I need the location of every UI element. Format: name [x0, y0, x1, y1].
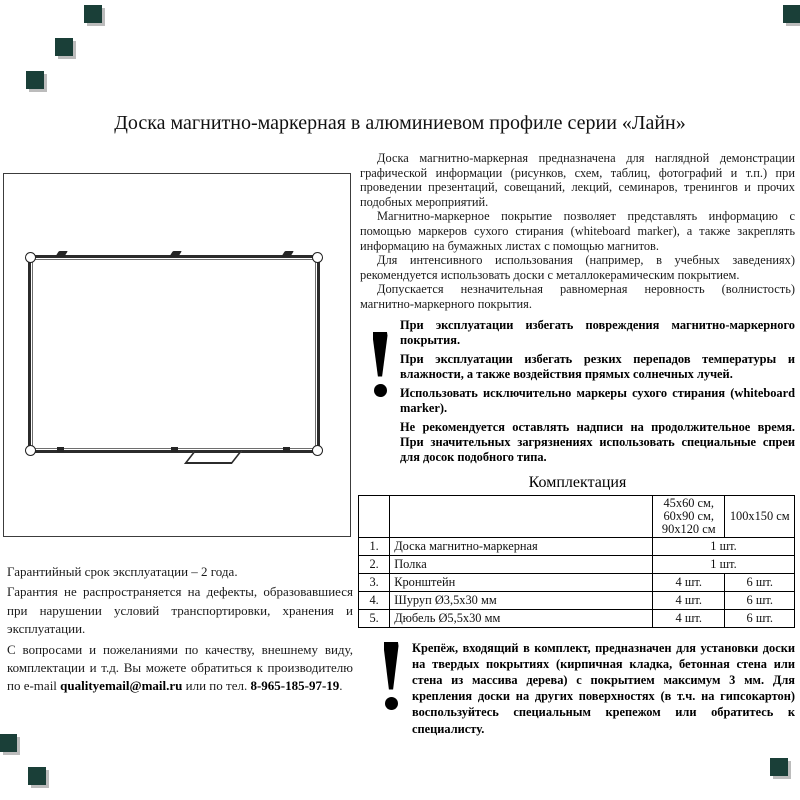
- mounting-note-text: Крепёж, входящий в комплект, предназначен для установки доски на твердых покрытиях (кирпичная кладка, бетонная стена или стена из массива дерева) с покрытием максимум 3 мм. Для крепления доски на других поверхностях (в т.ч. на гипсокартон) воспользуйтесь специальным крепежом или обратитесь к специалисту.: [412, 640, 795, 736]
- pen-tray: [184, 451, 242, 464]
- corner-mark: [26, 71, 44, 89]
- description-column: [360, 151, 795, 737]
- corner-mark: [84, 5, 102, 23]
- table-row: [359, 555, 795, 573]
- size-line: 45x60 см,: [663, 495, 714, 510]
- intro-paragraph: Допускается незначительная равномерная неровность (волнистость) магнитно-маркерного покрытия.: [360, 282, 795, 311]
- size-line: 90x120 см: [661, 521, 716, 536]
- corner-mark: [28, 767, 46, 785]
- warning-item: Не рекомендуется оставлять надписи на продолжительное время. При значительных загрязнениях использовать специальные спреи для досок подобного типа.: [400, 419, 795, 464]
- exclamation-bar: [373, 332, 388, 377]
- item-qty-small: 4 шт.: [653, 591, 725, 609]
- corner-cap-icon: [25, 445, 36, 456]
- contact-text: или по тел.: [182, 678, 251, 694]
- row-number: 2.: [359, 555, 390, 573]
- exclamation-bar: [384, 642, 399, 690]
- kit-heading: Комплектация: [528, 473, 627, 491]
- page-title: Доска магнитно-маркерная в алюминиевом профиле серии «Лайн»: [114, 112, 686, 134]
- intro-paragraph: Для интенсивного использования (например, в учебных заведениях) рекомендуется использовать доски с металлокерамическим покрытием.: [360, 253, 795, 282]
- item-name: Дюбель Ø5,5x30 мм: [390, 609, 653, 627]
- header-cell-large-size: 100x150 см: [725, 495, 795, 537]
- mounting-clip-icon: [169, 251, 182, 257]
- row-number: 5.: [359, 609, 390, 627]
- row-number: 1.: [359, 537, 390, 555]
- row-number: 3.: [359, 573, 390, 591]
- warranty-contact: [7, 641, 353, 696]
- exclamation-icon: [360, 318, 400, 469]
- board-inner-frame: [32, 259, 316, 449]
- intro-paragraph: Доска магнитно-маркерная предназначена для наглядной демонстрации графической информации (рисунков, схем, таблиц, фотографий и т.п.) при проведении презентаций, совещаний, лекций, семинаров, тренингов и прочих подобных мероприятий.: [360, 151, 795, 209]
- table-row: [359, 537, 795, 555]
- corner-mark: [770, 758, 788, 776]
- board-illustration-box: [3, 173, 351, 537]
- item-name: Полка: [390, 555, 653, 573]
- warranty-section: [7, 563, 353, 698]
- contact-text: .: [339, 678, 343, 694]
- warning-list: [400, 318, 795, 469]
- item-qty: 1 шт.: [653, 537, 795, 555]
- item-qty: 1 шт.: [653, 555, 795, 573]
- item-name: Шуруп Ø3,5x30 мм: [390, 591, 653, 609]
- mounting-clip-icon: [281, 251, 294, 257]
- warning-item: При эксплуатации избегать повреждения магнитно-маркерного покрытия.: [400, 317, 795, 347]
- exclamation-dot: [374, 384, 387, 397]
- corner-cap-icon: [312, 252, 323, 263]
- header-cell-empty: [359, 495, 390, 537]
- table-row: [359, 609, 795, 627]
- header-cell-empty: [390, 495, 653, 537]
- corner-mark: [783, 5, 800, 23]
- mounting-note: [360, 640, 795, 737]
- warranty-disclaimer: Гарантия не распространяется на дефекты, образовавшиеся при нарушении условий транспортировки, хранения и эксплуатации.: [7, 584, 353, 637]
- header-cell-small-sizes: [653, 495, 725, 537]
- bottom-bracket-icon: [57, 447, 64, 452]
- kit-table-header-row: [359, 495, 795, 537]
- item-qty-large: 6 шт.: [725, 573, 795, 591]
- kit-table: [358, 495, 795, 628]
- corner-cap-icon: [25, 252, 36, 263]
- table-row: [359, 573, 795, 591]
- mounting-clip-icon: [55, 251, 68, 257]
- size-line: 60x90 см,: [663, 508, 714, 523]
- warranty-term: Гарантийный срок эксплуатации – 2 года.: [7, 564, 238, 579]
- warning-item: При эксплуатации избегать резких перепадов температуры и влажности, а также воздействия прямых солнечных лучей.: [400, 351, 795, 381]
- item-qty-large: 6 шт.: [725, 591, 795, 609]
- item-name: Кронштейн: [390, 573, 653, 591]
- exclamation-icon: [360, 640, 412, 737]
- item-qty-small: 4 шт.: [653, 609, 725, 627]
- contact-phone: 8-965-185-97-19: [250, 678, 340, 694]
- contact-email: qualityemail@mail.ru: [60, 678, 183, 694]
- exclamation-dot: [385, 697, 398, 710]
- usage-warnings: [360, 318, 795, 469]
- warning-item: Использовать исключительно маркеры сухого стирания (whiteboard marker).: [400, 385, 795, 415]
- bottom-bracket-icon: [171, 447, 178, 452]
- item-qty-small: 4 шт.: [653, 573, 725, 591]
- table-row: [359, 591, 795, 609]
- corner-mark: [0, 734, 17, 752]
- item-qty-large: 6 шт.: [725, 609, 795, 627]
- item-name: Доска магнитно-маркерная: [390, 537, 653, 555]
- corner-cap-icon: [312, 445, 323, 456]
- row-number: 4.: [359, 591, 390, 609]
- contact-text: С вопросами и пожеланиями по качеству, внешнему виду, комплектации и т.д. Вы можете обратиться к производителю по e-mail: [7, 641, 353, 694]
- intro-paragraph: Магнитно-маркерное покрытие позволяет представлять информацию с помощью маркеров сухого стирания (whiteboard marker), а также закреплять информацию на бумажных листах с помощью магнитов.: [360, 209, 795, 253]
- bottom-bracket-icon: [283, 447, 290, 452]
- corner-mark: [55, 38, 73, 56]
- whiteboard-illustration: [28, 255, 320, 453]
